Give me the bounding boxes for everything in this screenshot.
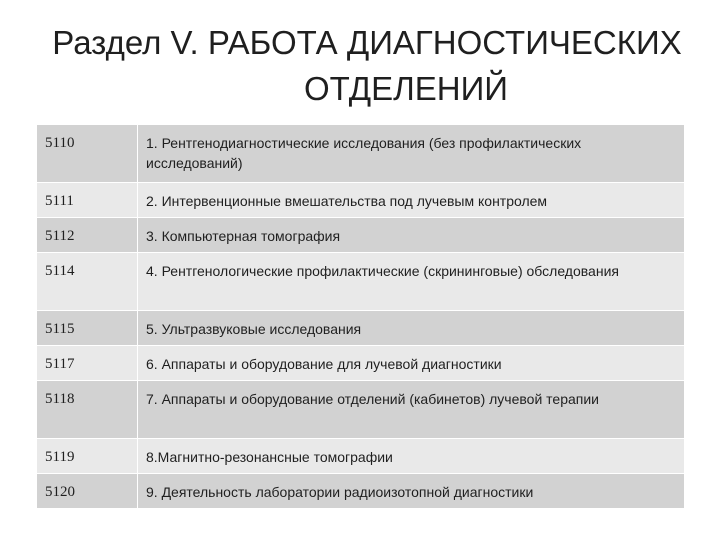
row-description: 3. Компьютерная томография [138,218,685,253]
section-codes-table [36,124,685,509]
row-description: 8.Магнитно-резонансные томографии [138,439,685,474]
title-line-1: Раздел V. РАБОТА ДИАГНОСТИЧЕСКИХ [52,24,682,61]
row-code: 5110 [37,125,138,183]
row-code: 5117 [37,346,138,381]
row-description: 5. Ультразвуковые исследования [138,311,685,346]
row-code: 5112 [37,218,138,253]
table-row [37,474,685,509]
table-row [37,439,685,474]
row-description: 9. Деятельность лаборатории радиоизотопной диагностики [138,474,685,509]
table-row [37,253,685,311]
table-row [37,218,685,253]
row-description: 7. Аппараты и оборудование отделений (кабинетов) лучевой терапии [138,381,685,439]
row-code: 5114 [37,253,138,311]
title-line-2: ОТДЕЛЕНИЙ [303,70,509,107]
row-code: 5115 [37,311,138,346]
table-row [37,311,685,346]
table-row [37,125,685,183]
row-description: 4. Рентгенологические профилактические (скрининговые) обследования [138,253,685,311]
row-code: 5118 [37,381,138,439]
row-code: 5119 [37,439,138,474]
row-description: 1. Рентгенодиагностические исследования (без профилактических исследований) [138,125,685,183]
table-row [37,183,685,218]
row-code: 5111 [37,183,138,218]
table-row [37,381,685,439]
page-title [40,20,700,112]
row-description: 2. Интервенционные вмешательства под лучевым контролем [138,183,685,218]
row-code: 5120 [37,474,138,509]
row-description: 6. Аппараты и оборудование для лучевой диагностики [138,346,685,381]
table-row [37,346,685,381]
